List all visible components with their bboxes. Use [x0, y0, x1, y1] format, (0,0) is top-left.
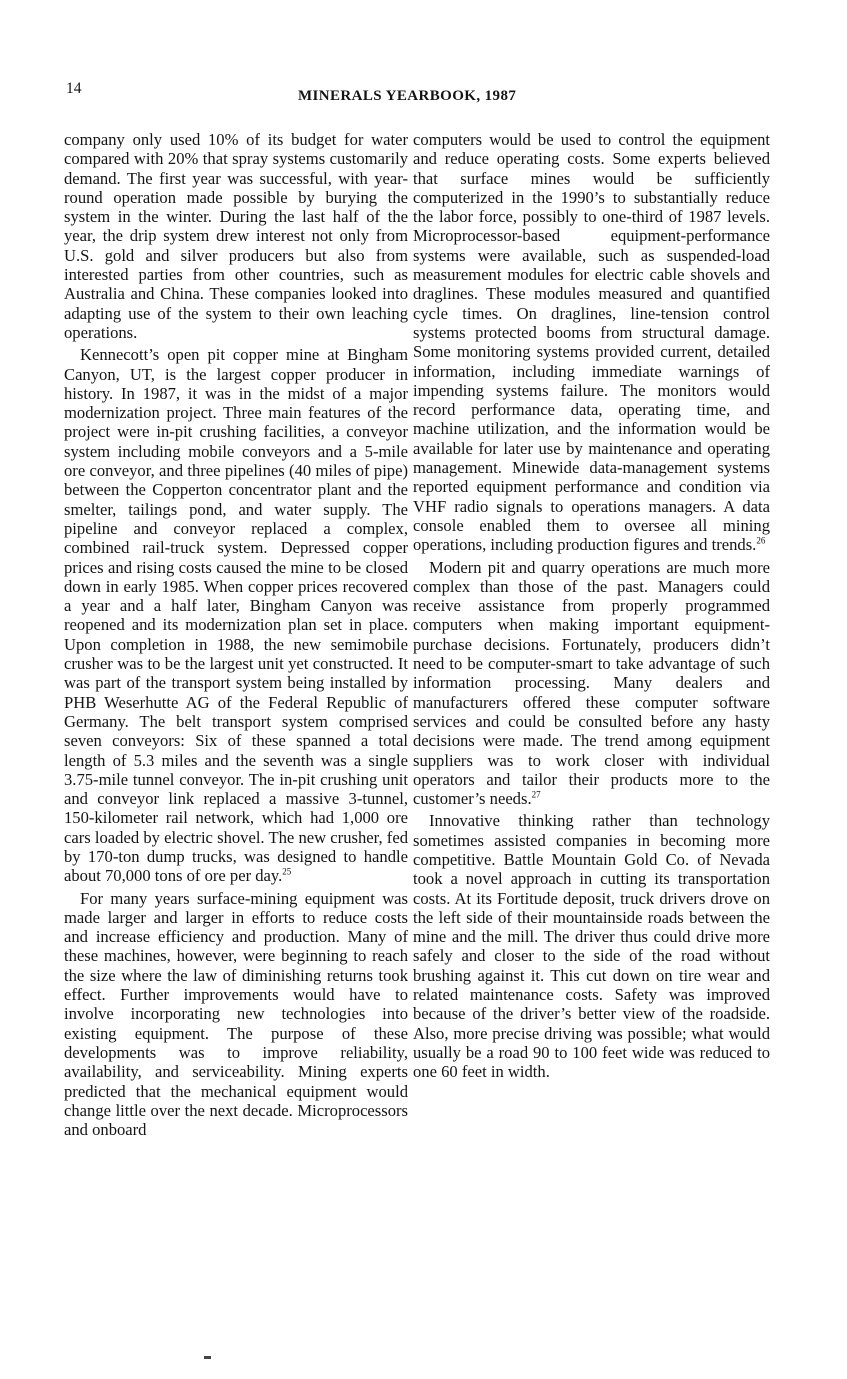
paragraph — [413, 558, 770, 809]
paragraph: For many years surface-mining equipment was made larger and larger in efforts to reduce costs and increase efficiency and production. Many of these machines, however, were beginning to reach the size where the law of diminishing returns took effect. Further improvements would have to involve incorporating new technologies into existing equipment. The purpose of these developments was to improve reliability, availability, and serviceability. Mining experts predicted that the mechanical equipment would change little over the next decade. Microprocessors and onboard — [64, 888, 408, 1140]
paragraph-text: Kennecott’s open pit copper mine at Bingham Canyon, UT, is the largest copper producer in history. In 1987, it was in the midst of a major modernization project. Three main features of the project were in-pit crushing facilities, a conveyor system including mobile conveyors and a 5-mile ore conveyor, and three pipelines (40 miles of pipe) between the Copperton concentrator plant and the smelter, tailings pond, and water supply. The pipeline and conveyor replaced a complex, combined rail-truck system. Depressed copper prices and rising costs caused the mine to be closed down in early 1985. When copper prices recovered a year and a half later, Bingham Canyon was reopened and its modernization plan set in place. Upon completion in 1988, the new semimobile crusher was to be the largest unit yet constructed. It was part of the transport system being installed by PHB Weserhutte AG of the Federal Republic of Germany. The belt transport system comprised seven conveyors: Six of these spanned a total length of 5.3 miles and the seventh was a single 3.75-mile tunnel conveyor. The in-pit crushing unit and conveyor link replaced a massive 3-tunnel, 150-kilometer rail network, which had 1,000 ore cars loaded by electric shovel. The new crusher, fed by 170-ton dump trucks, was designed to handle about 70,000 tons of ore per day. — [64, 345, 408, 886]
paragraph — [413, 130, 770, 555]
footnote-ref: 27 — [531, 789, 541, 800]
footnote-ref: 26 — [756, 535, 766, 546]
paragraph — [64, 345, 408, 885]
paragraph-text: computers would be used to control the equipment and reduce operating costs. Some experts believed that surface mines would be sufficiently computerized in the 1990’s to substantially reduce the labor force, possibly to one-third of 1987 levels. Microprocessor-based equipment-performance systems were available, such as suspended-load measurement modules for electric cable shovels and draglines. These modules measured and quantified cycle times. On draglines, line-tension control systems protected booms from structural damage. Some monitoring systems provided current, detailed information, including immediate warnings of impending systems failure. The monitors would record performance data, operating time, and machine utilization, and the information would be available for later use by maintenance and operating management. Minewide data-management systems reported equipment performance and condition via VHF radio signals to operations managers. A data console enabled them to oversee all mining operations, including production figures and trends. — [413, 130, 770, 555]
paragraph: company only used 10% of its budget for water compared with 20% that spray systems customarily demand. The first year was successful, with year-round operation made possible by burying the system in the winter. During the last half of the year, the drip system drew interest not only from U.S. gold and silver producers but also from interested parties from other countries, such as Australia and China. These companies looked into adapting use of the system to their own leaching operations. — [64, 130, 408, 342]
paragraph: Innovative thinking rather than technology sometimes assisted companies in becoming more competitive. Battle Mountain Gold Co. of Nevada took a novel approach in cutting its transportation costs. At its Fortitude deposit, truck drivers drove on the left side of their mountainside roads between the mine and the mill. The driver thus could drive more safely and closer to the side of the road without brushing against it. This cut down on tire wear and related maintenance costs. Safety was improved because of the driver’s better view of the roadside. Also, more precise driving was possible; what would usually be a road 90 to 100 feet wide was reduced to one 60 feet in width. — [413, 811, 770, 1082]
running-head: MINERALS YEARBOOK, 1987 — [298, 88, 517, 104]
left-column — [64, 130, 408, 1142]
right-column — [413, 130, 770, 1085]
footnote-ref: 25 — [282, 866, 292, 877]
paragraph-text: Modern pit and quarry operations are much more complex than those of the past. Managers could receive assistance from properly programmed computers when making important equipment-purchase decisions. Fortunately, producers didn’t need to be computer-smart to take advantage of such information processing. Many dealers and manufacturers offered these computer software services and could be consulted before any hasty decisions were made. The trend among equipment suppliers was to work closer with individual operators and tailor their products more to the customer’s needs. — [413, 557, 770, 809]
stray-mark — [204, 1356, 211, 1359]
page-number: 14 — [66, 80, 82, 97]
